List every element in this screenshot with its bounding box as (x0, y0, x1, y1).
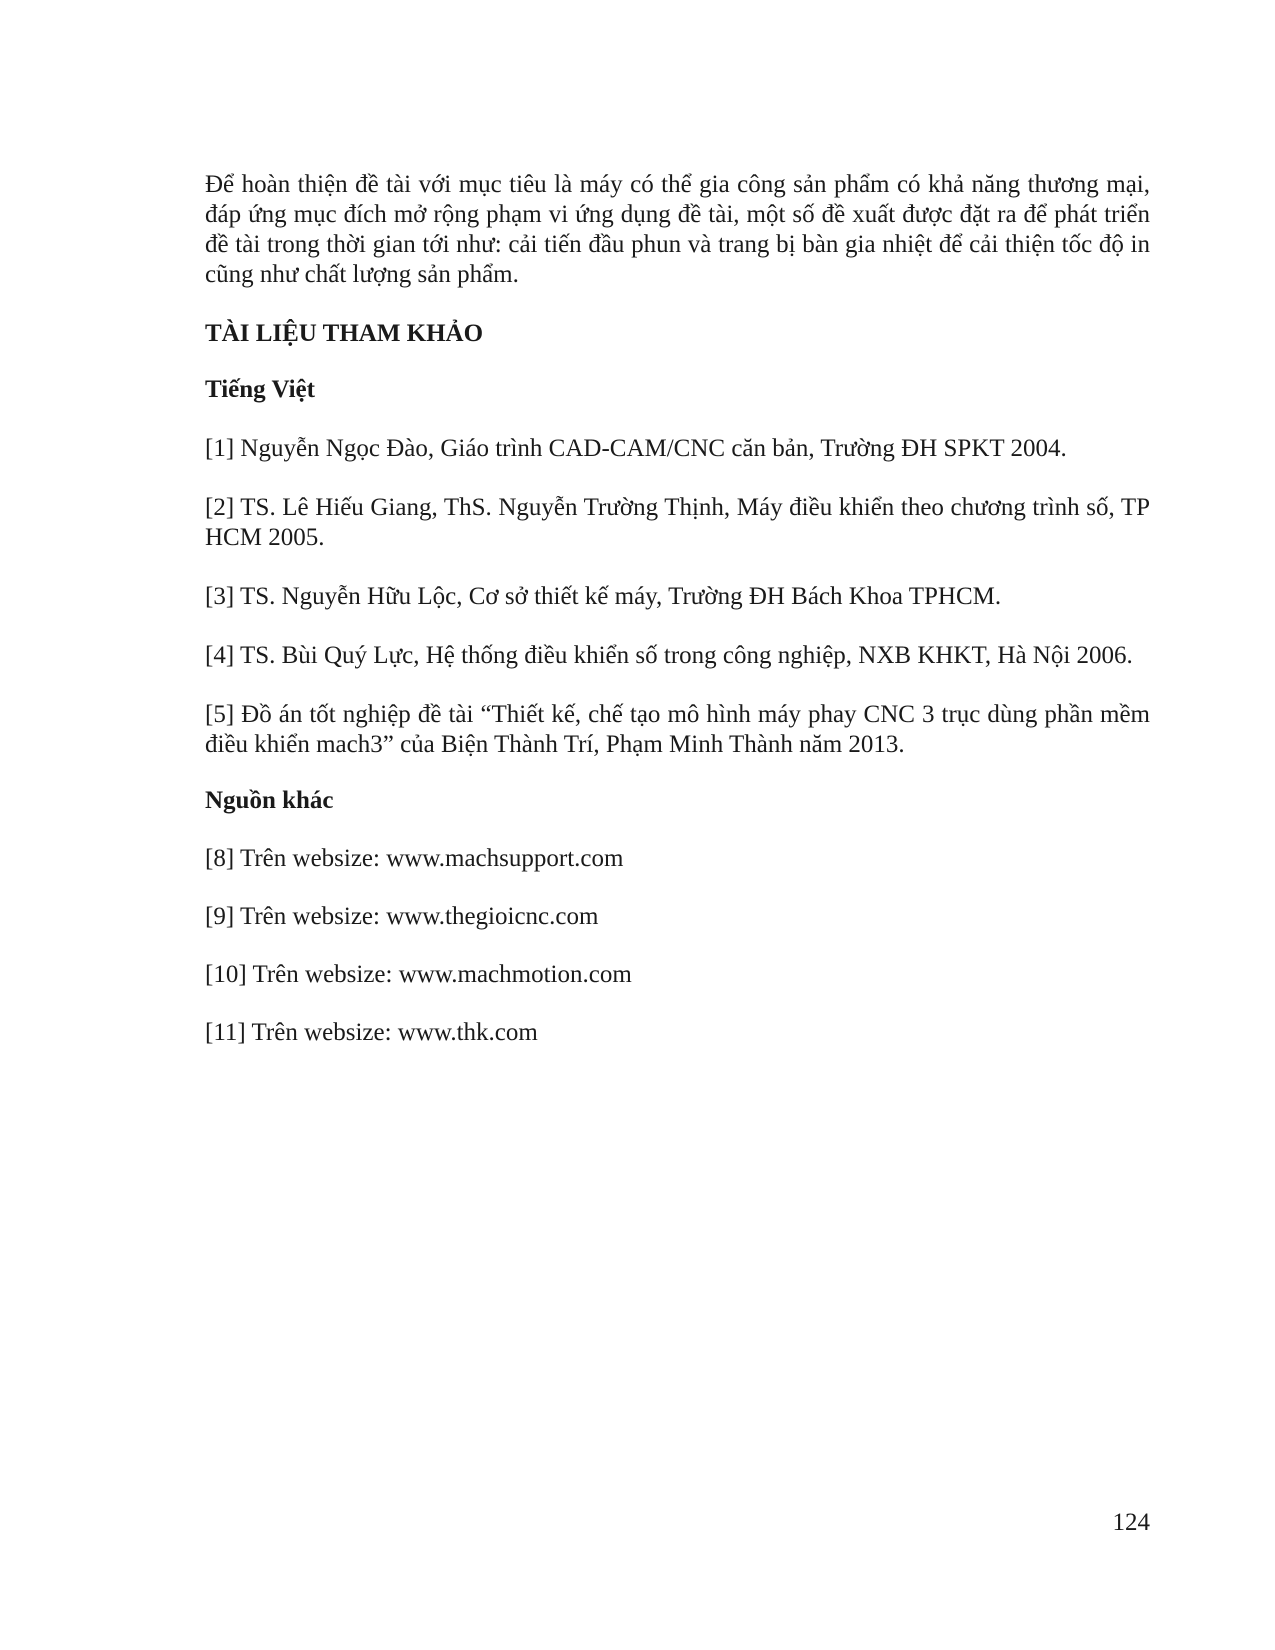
reference-item: [1] Nguyễn Ngọc Đào, Giáo trình CAD-CAM/CNC căn bản, Trường ĐH SPKT 2004. (205, 435, 1067, 462)
vietnamese-reference-list (205, 434, 1150, 760)
reference-item: [2] TS. Lê Hiếu Giang, ThS. Nguyễn Trường Thịnh, Máy điều khiển theo chương trình số, TP HCM 2005. (205, 494, 1150, 551)
reference-item: [8] Trên websize: www.machsupport.com (205, 845, 624, 872)
reference-item: [11] Trên websize: www.thk.com (205, 1019, 538, 1046)
other-sources-heading: Nguồn khác (205, 787, 334, 814)
page-number: 124 (1112, 1509, 1150, 1536)
reference-item: [3] TS. Nguyễn Hữu Lộc, Cơ sở thiết kế máy, Trường ĐH Bách Khoa TPHCM. (205, 583, 1002, 610)
reference-item: [4] TS. Bùi Quý Lực, Hệ thống điều khiển số trong công nghiệp, NXB KHKT, Hà Nội 2006. (205, 642, 1133, 669)
reference-item: [5] Đồ án tốt nghiệp đề tài “Thiết kế, chế tạo mô hình máy phay CNC 3 trục dùng phần mềm điều khiển mach3” của Biện Thành Trí, Phạm Minh Thành năm 2013. (205, 701, 1150, 758)
other-reference-list (205, 844, 1150, 1048)
intro-paragraph: Để hoàn thiện đề tài với mục tiêu là máy có thể gia công sản phẩm có khả năng thương mại, đáp ứng mục đích mở rộng phạm vi ứng dụng đề tài, một số đề xuất được đặt ra để phát triển đề tài trong thời gian tới như: cải tiến đầu phun và trang bị bàn gia nhiệt để cải thiện tốc độ in cũng như chất lượng sản phẩm. (205, 171, 1150, 288)
document-page (205, 170, 1150, 1048)
vietnamese-sources-heading: Tiếng Việt (205, 376, 315, 403)
references-heading: TÀI LIỆU THAM KHẢO (205, 320, 484, 347)
reference-item: [9] Trên websize: www.thegioicnc.com (205, 903, 599, 930)
reference-item: [10] Trên websize: www.machmotion.com (205, 961, 632, 988)
